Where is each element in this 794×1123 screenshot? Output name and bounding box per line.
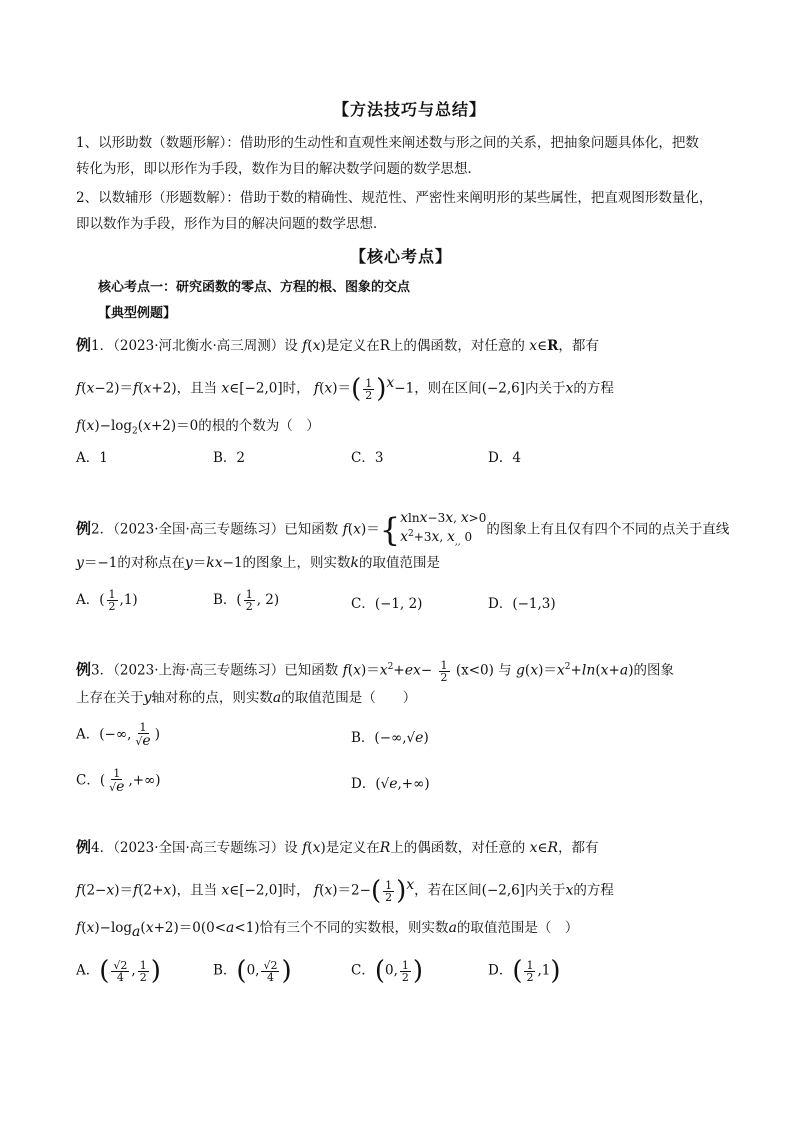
example-4-option-d[interactable]: D．( $\frac{1}{2}$ ,1) (488, 956, 561, 986)
method-1-line-2: 转化为形，即以形作为手段，数作为目的解决数学问题的数学思想． (76, 161, 481, 177)
example-2-line-2: y＝−1的对称点在y＝kx−1的图象上，则实数k的取值范围是 (76, 555, 441, 571)
example-4-option-b[interactable]: B．(0, $\frac{√2}{4}$ ) (213, 956, 292, 986)
example-1-option-a[interactable]: A．1 (76, 450, 108, 466)
example-4-option-c[interactable]: C．(0, $\frac{1}{2}$ ) (351, 956, 424, 986)
example-4-option-a[interactable]: A．( $\frac{√2}{4}$ , $\frac{1}{2}$ ) (76, 956, 161, 986)
example-1-line-2: f(x−2)＝f(x+2)，且当 x∈[−2,0]时， f(x)＝( $\frac{1}{2}$ )$^x$−1，则在区间(−2,6]内关于x的方程 (76, 374, 614, 404)
example-2-line-1: 例2．（2023·全国·高三专题练习）已知函数 f(x)＝{xlnx−3x, x>0 $x^2+3x$, $x_{,,}$ 0 的图象上有且仅有四个不同的点关于直线 (76, 510, 730, 550)
example-4-line-2: f(2−x)＝f(2+x)，且当 x∈[−2,0]时， f(x)＝2−( $\frac{1}{2}$ )$^x$，若在区间(−2,6]内关于x的方程 (76, 876, 614, 906)
section-title-methods: 【方法技巧与总结】 (333, 100, 487, 119)
example-3-option-a[interactable]: A．(−∞, $\frac{1}{√e}$ ) (76, 721, 160, 749)
example-4-line-3: $f(x)-\log_a(x+2)=0(0<a<1)$恰有三个不同的实数根，则实数a的取值范围是（ ） (76, 920, 579, 940)
example-1-option-b[interactable]: B．2 (213, 450, 246, 466)
example-3-option-c[interactable]: C．( $\frac{1}{√e}$ ,+∞) (76, 767, 161, 795)
example-2-option-b[interactable]: B．( $\frac{1}{2}$ , 2) (213, 588, 280, 613)
method-2-line-2: 即以数作为手段，形作为目的解决问题的数学思想． (76, 216, 387, 232)
method-1-line-1: 1、以形助数（数题形解）：借助形的生动性和直观性来阐述数与形之间的关系，把抽象问题具体化，把数 (76, 135, 699, 151)
example-3-line-1: 例3．（2023·上海·高三专题练习）已知函数 $f(x)=x^2+ex-$ $\frac{1}{2}$ (x<0) 与 $g(x)=x^2+\ln(x+a)$的图象 (76, 658, 674, 684)
example-2-option-c[interactable]: C．(−1, 2) (351, 596, 423, 612)
section-title-core: 【核心考点】 (350, 247, 453, 266)
example-2-option-a[interactable]: A．( $\frac{1}{2}$ ,1) (76, 588, 138, 613)
example-1-option-c[interactable]: C．3 (351, 450, 384, 466)
example-3-option-b[interactable]: B．(−∞,√e) (351, 730, 429, 746)
example-2-option-d[interactable]: D．(−1,3) (488, 596, 556, 612)
example-3-line-2: 上存在关于y轴对称的点，则实数a的取值范围是（ ） (76, 690, 417, 706)
typical-examples-heading: 【典型例题】 (98, 306, 177, 321)
example-3-option-d[interactable]: D．(√e,+∞) (351, 776, 430, 792)
method-2-line-1: 2、以数辅形（形题数解）：借助于数的精确性、规范性、严密性来阐明形的某些属性，把直观图形数量化， (76, 190, 713, 206)
example-4-line-1: 例4．（2023·全国·高三专题练习）设 f(x)是定义在R上的偶函数，对任意的 x∈R，都有 (76, 838, 599, 856)
example-1-line-1: 例1．（2023·河北衡水·高三周测）设 f(x)是定义在R上的偶函数，对任意的 x∈R，都有 (76, 336, 599, 354)
example-1-option-d[interactable]: D．4 (488, 450, 521, 466)
example-1-line-3: $f(x)-\log_2(x+2)=0$的根的个数为（ ） (76, 418, 320, 437)
core-point-1: 核心考点一：研究函数的零点、方程的根、图象的交点 (98, 280, 411, 295)
